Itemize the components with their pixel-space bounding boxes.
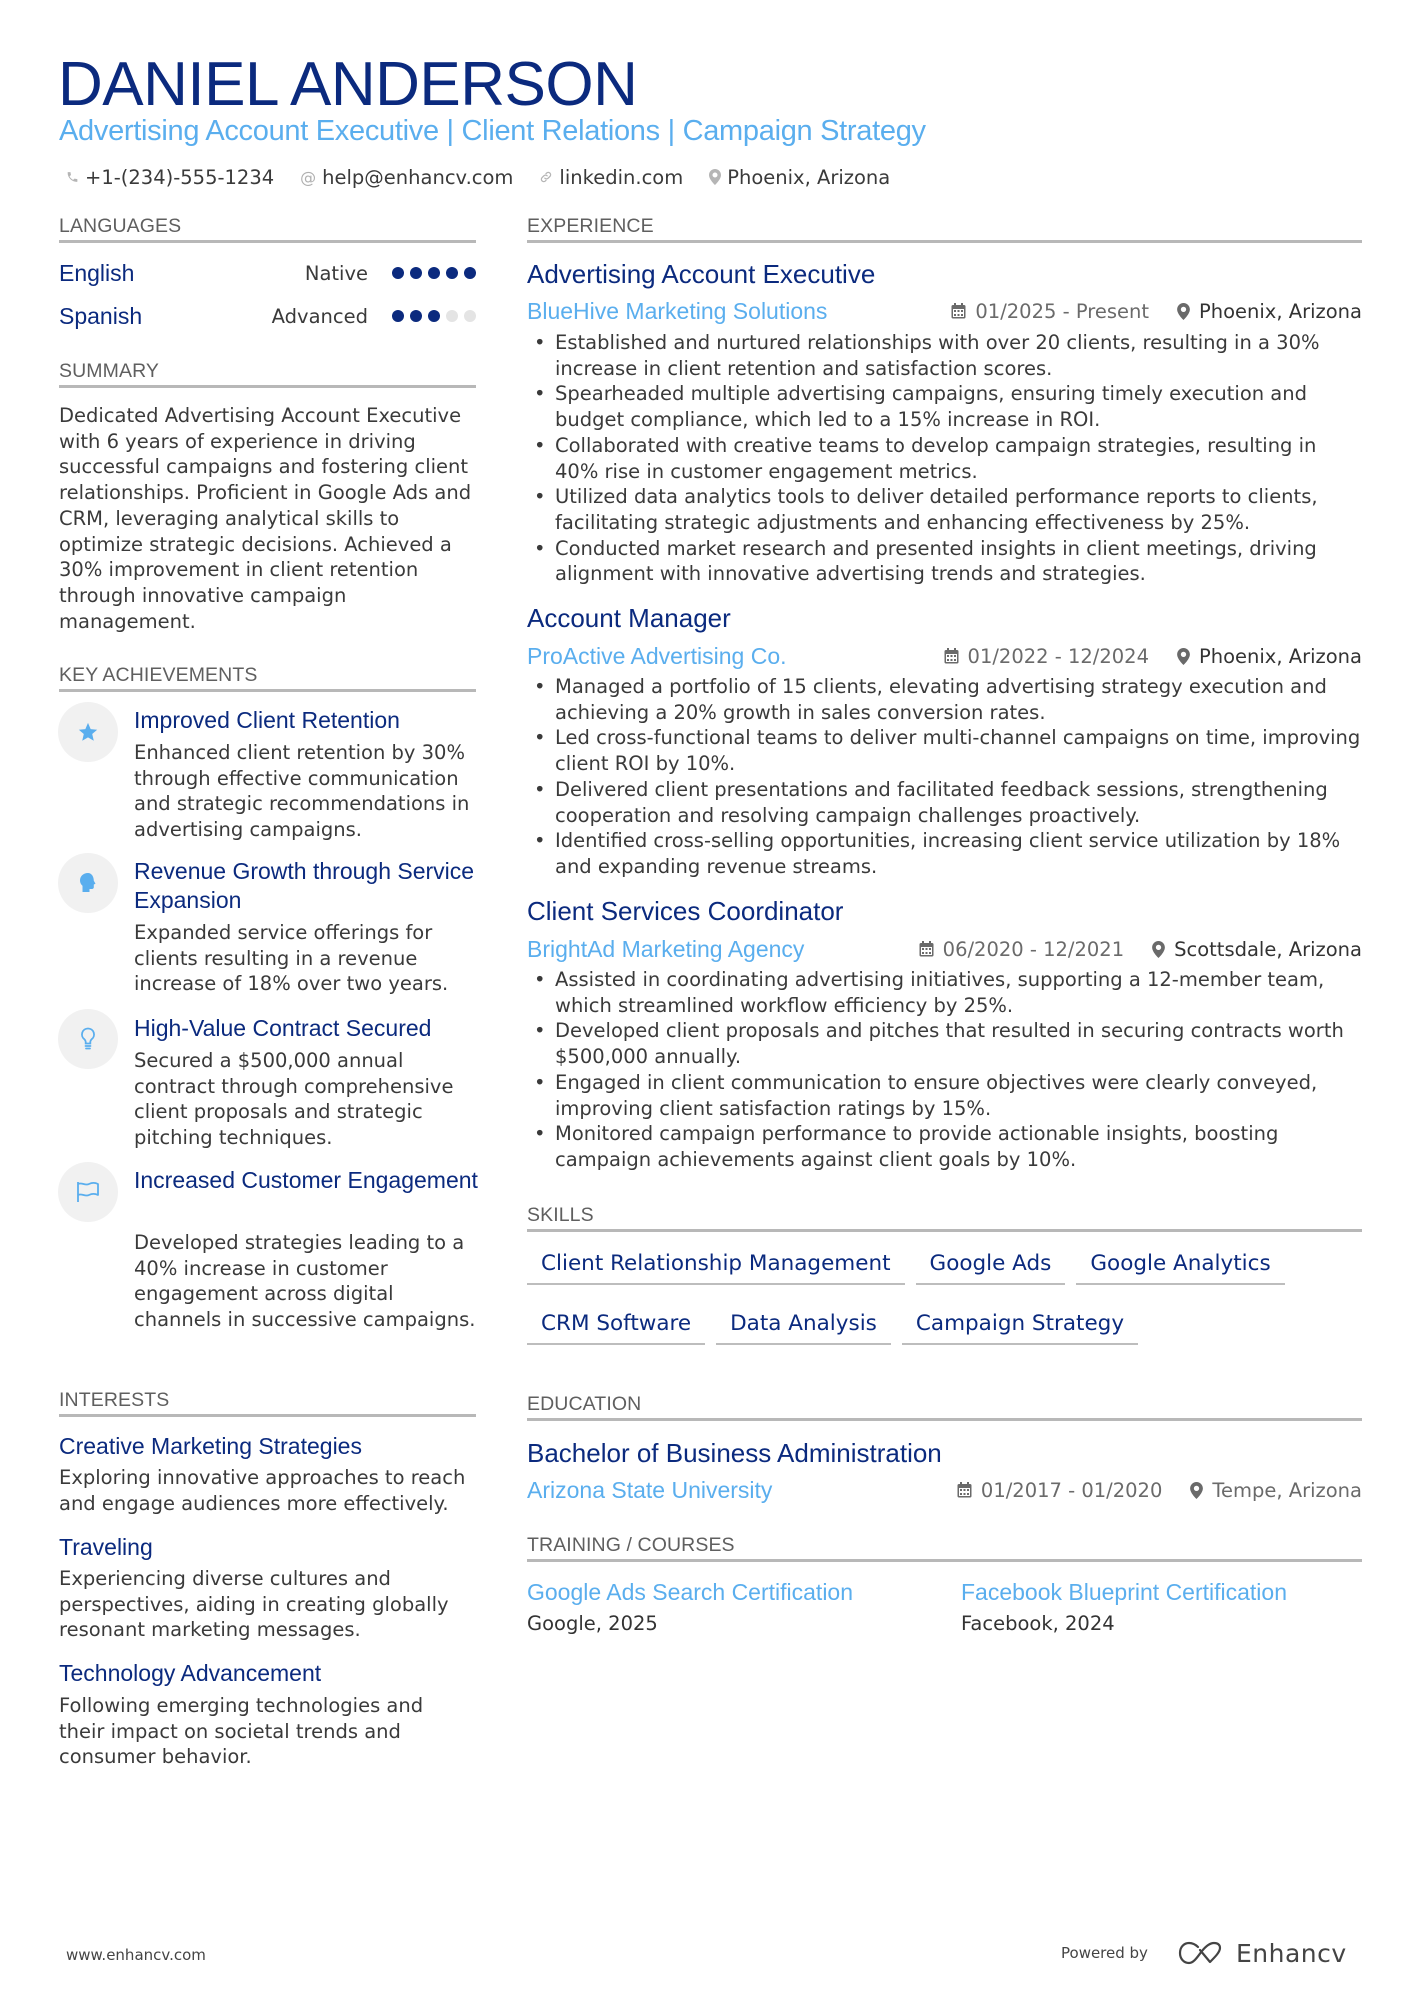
proficiency-dots bbox=[386, 310, 476, 322]
bullet: • Identified cross-selling opportunities, increasing client service utilization by 18% and expanding revenue streams. bbox=[532, 828, 1362, 879]
degree: Bachelor of Business Administration bbox=[527, 1438, 942, 1468]
course-provider: Google, 2025 bbox=[527, 1612, 658, 1635]
location-pin-icon bbox=[1177, 303, 1190, 320]
bullet: • Managed a portfolio of 15 clients, elevating advertising strategy execution and achieving a 20% growth in sales conversion rates. bbox=[532, 674, 1362, 725]
candidate-name: DANIEL ANDERSON bbox=[58, 50, 638, 119]
skill-tag: Data Analysis bbox=[716, 1311, 891, 1345]
calendar-icon bbox=[957, 1482, 972, 1498]
skill-tag: Client Relationship Management bbox=[527, 1251, 905, 1285]
contact-location bbox=[709, 166, 890, 189]
job-dates-text: 01/2025 - Present bbox=[975, 299, 1149, 323]
linkedin-text: linkedin.com bbox=[559, 165, 684, 189]
dot-filled bbox=[392, 310, 404, 322]
summary-text: Dedicated Advertising Account Executive with 6 years of experience in driving successful campaigns and fostering client relationships. Proficient in Google Ads and CRM, leveraging analytical skills to optimize strategic decisions. Achieved a 30% improvement in client retention through innovative campaign management. bbox=[59, 404, 472, 633]
brand-name: Enhancv bbox=[1235, 1938, 1347, 1968]
contact-phone[interactable] bbox=[66, 166, 274, 189]
bullet: • Established and nurtured relationships with over 20 clients, resulting in a 30% increase in client retention and satisfaction scores. bbox=[532, 330, 1362, 381]
dot-filled bbox=[428, 267, 440, 279]
skills-heading: SKILLS bbox=[527, 1204, 594, 1226]
skill-tag: CRM Software bbox=[527, 1311, 705, 1345]
education-location bbox=[1190, 1479, 1362, 1502]
job-meta bbox=[919, 934, 1362, 964]
education-dates bbox=[957, 1479, 1162, 1502]
achievement-desc: Developed strategies leading to a 40% increase in customer engagement across digital channels in successive campaigns. bbox=[134, 1231, 476, 1332]
course-title: Facebook Blueprint Certification bbox=[961, 1579, 1287, 1605]
link-icon bbox=[539, 170, 553, 184]
bullet: • Monitored campaign performance to provide actionable insights, boosting campaign achievements against client goals by 10%. bbox=[532, 1121, 1362, 1172]
job-location bbox=[1177, 300, 1362, 323]
skill-tag: Google Analytics bbox=[1076, 1251, 1284, 1285]
achievement-title: Increased Customer Engagement bbox=[134, 1167, 478, 1193]
dot-filled bbox=[428, 310, 440, 322]
powered-by-label: Powered by bbox=[1061, 1944, 1148, 1962]
course-provider: Facebook, 2024 bbox=[961, 1612, 1115, 1635]
education-location-text: Tempe, Arizona bbox=[1212, 1478, 1362, 1502]
language-spanish bbox=[59, 301, 476, 331]
job-title: Client Services Coordinator bbox=[527, 896, 844, 926]
education-dates-text: 01/2017 - 01/2020 bbox=[980, 1478, 1163, 1502]
interest-desc: Following emerging technologies and their impact on societal trends and consumer behavior. bbox=[59, 1694, 424, 1769]
job-location bbox=[1152, 938, 1362, 961]
language-level: Advanced bbox=[271, 304, 368, 328]
location-pin-icon bbox=[1190, 1482, 1203, 1499]
training-heading: TRAINING / COURSES bbox=[527, 1534, 735, 1556]
bullet: • Conducted market research and presented insights in client meetings, driving alignment with innovative advertising trends and strategies. bbox=[532, 536, 1362, 587]
calendar-icon bbox=[919, 941, 934, 957]
contact-email[interactable] bbox=[300, 166, 513, 189]
summary-heading: SUMMARY bbox=[59, 360, 160, 382]
job-company: ProActive Advertising Co. bbox=[527, 643, 787, 669]
job-bullets bbox=[532, 330, 1362, 587]
skills-divider bbox=[527, 1229, 1362, 1232]
location-pin-icon bbox=[1152, 941, 1165, 958]
achievement-desc: Secured a $500,000 annual contract through comprehensive client proposals and strategic pitching techniques. bbox=[134, 1049, 454, 1150]
enhancv-logo-icon bbox=[1178, 1941, 1224, 1965]
bullet: • Led cross-functional teams to deliver multi-channel campaigns on time, improving client ROI by 10%. bbox=[532, 725, 1362, 776]
location-pin-icon bbox=[1177, 648, 1190, 665]
experience-divider bbox=[527, 240, 1362, 243]
dot-filled bbox=[446, 267, 458, 279]
job-dates-text: 01/2022 - 12/2024 bbox=[967, 644, 1149, 668]
dot-filled bbox=[410, 267, 422, 279]
phone-text: +1-(234)-555-1234 bbox=[85, 165, 275, 189]
job-location-text: Scottsdale, Arizona bbox=[1174, 937, 1362, 961]
proficiency-dots bbox=[386, 267, 476, 279]
achievement-title: High-Value Contract Secured bbox=[134, 1015, 432, 1041]
education-heading: EDUCATION bbox=[527, 1393, 642, 1415]
skill-tag: Campaign Strategy bbox=[902, 1311, 1138, 1345]
bullet: • Delivered client presentations and facilitated feedback sessions, strengthening cooperation and resolving campaign challenges proactively. bbox=[532, 777, 1362, 828]
head-brain-icon bbox=[58, 853, 118, 913]
bullet: • Collaborated with creative teams to develop campaign strategies, resulting in 40% rise in customer engagement metrics. bbox=[532, 433, 1362, 484]
footer-powered-by[interactable] bbox=[1061, 1938, 1347, 1968]
interest-title: Technology Advancement bbox=[59, 1660, 322, 1686]
interest-title: Traveling bbox=[59, 1534, 153, 1560]
dot-filled bbox=[410, 310, 422, 322]
job-meta bbox=[951, 296, 1362, 326]
languages-divider bbox=[59, 240, 476, 243]
job-location-text: Phoenix, Arizona bbox=[1198, 299, 1362, 323]
star-icon bbox=[58, 702, 118, 762]
achievement-title: Improved Client Retention bbox=[134, 707, 400, 733]
interests-divider bbox=[59, 1414, 476, 1417]
job-dates bbox=[951, 300, 1149, 323]
lightbulb-icon bbox=[58, 1009, 118, 1069]
contact-bar bbox=[66, 164, 916, 190]
job-dates-text: 06/2020 - 12/2021 bbox=[942, 937, 1125, 961]
calendar-icon bbox=[951, 303, 966, 319]
summary-divider bbox=[59, 385, 476, 388]
school: Arizona State University bbox=[527, 1477, 773, 1503]
bullet: • Assisted in coordinating advertising initiatives, supporting a 12-member team, which streamlined workflow efficiency by 25%. bbox=[532, 967, 1362, 1018]
bullet: • Developed client proposals and pitches that resulted in securing contracts worth $500,000 annually. bbox=[532, 1018, 1362, 1069]
email-text: help@enhancv.com bbox=[322, 165, 514, 189]
bullet: • Utilized data analytics tools to deliver detailed performance reports to clients, facilitating strategic adjustments and enhancing effectiveness by 25%. bbox=[532, 484, 1362, 535]
job-company: BrightAd Marketing Agency bbox=[527, 936, 805, 962]
job-title: Account Manager bbox=[527, 603, 731, 633]
job-dates bbox=[919, 938, 1124, 961]
job-meta bbox=[944, 641, 1362, 671]
dot-filled bbox=[464, 267, 476, 279]
job-company: BlueHive Marketing Solutions bbox=[527, 298, 828, 324]
flag-icon bbox=[58, 1162, 118, 1222]
experience-heading: EXPERIENCE bbox=[527, 215, 654, 237]
footer-website-link[interactable]: www.enhancv.com bbox=[66, 1946, 206, 1964]
interests-heading: INTERESTS bbox=[59, 1389, 170, 1411]
dot-empty bbox=[464, 310, 476, 322]
languages-heading: LANGUAGES bbox=[59, 215, 182, 237]
bullet: • Engaged in client communication to ensure objectives were clearly conveyed, improving client satisfaction ratings by 15%. bbox=[532, 1070, 1362, 1121]
location-text: Phoenix, Arizona bbox=[727, 165, 891, 189]
job-dates bbox=[944, 645, 1149, 668]
calendar-icon bbox=[944, 648, 959, 664]
achievements-heading: KEY ACHIEVEMENTS bbox=[59, 664, 258, 686]
achievement-title: Revenue Growth through Service Expansion bbox=[134, 858, 475, 913]
interest-desc: Experiencing diverse cultures and perspectives, aiding in creating globally resonant marketing messages. bbox=[59, 1567, 449, 1642]
job-bullets bbox=[532, 674, 1362, 880]
location-pin-icon bbox=[709, 169, 721, 185]
achievements-divider bbox=[59, 689, 476, 692]
headline: Advertising Account Executive | Client Relations | Campaign Strategy bbox=[59, 115, 926, 147]
achievement-desc: Enhanced client retention by 30% through effective communication and strategic recommendations in advertising campaigns. bbox=[134, 741, 470, 842]
job-location bbox=[1177, 645, 1362, 668]
education-meta bbox=[957, 1475, 1362, 1505]
achievement-desc: Expanded service offerings for clients resulting in a revenue increase of 18% over two years. bbox=[134, 921, 449, 996]
contact-linkedin[interactable] bbox=[539, 166, 683, 189]
job-location-text: Phoenix, Arizona bbox=[1198, 644, 1362, 668]
training-divider bbox=[527, 1559, 1362, 1562]
phone-icon bbox=[66, 170, 79, 184]
job-title: Advertising Account Executive bbox=[527, 259, 876, 289]
education-divider bbox=[527, 1418, 1362, 1421]
language-name: English bbox=[59, 259, 135, 286]
interest-desc: Exploring innovative approaches to reach and engage audiences more effectively. bbox=[59, 1466, 466, 1515]
language-english bbox=[59, 258, 476, 288]
dot-empty bbox=[446, 310, 458, 322]
bullet: • Spearheaded multiple advertising campaigns, ensuring timely execution and budget compliance, which led to a 15% increase in ROI. bbox=[532, 381, 1362, 432]
language-name: Spanish bbox=[59, 302, 143, 329]
dot-filled bbox=[392, 267, 404, 279]
at-icon: @ bbox=[300, 167, 317, 187]
job-bullets bbox=[532, 967, 1362, 1173]
skills-list bbox=[527, 1251, 1362, 1371]
skill-tag: Google Ads bbox=[916, 1251, 1066, 1285]
course-title: Google Ads Search Certification bbox=[527, 1579, 854, 1605]
interest-title: Creative Marketing Strategies bbox=[59, 1433, 362, 1459]
language-level: Native bbox=[304, 261, 368, 285]
